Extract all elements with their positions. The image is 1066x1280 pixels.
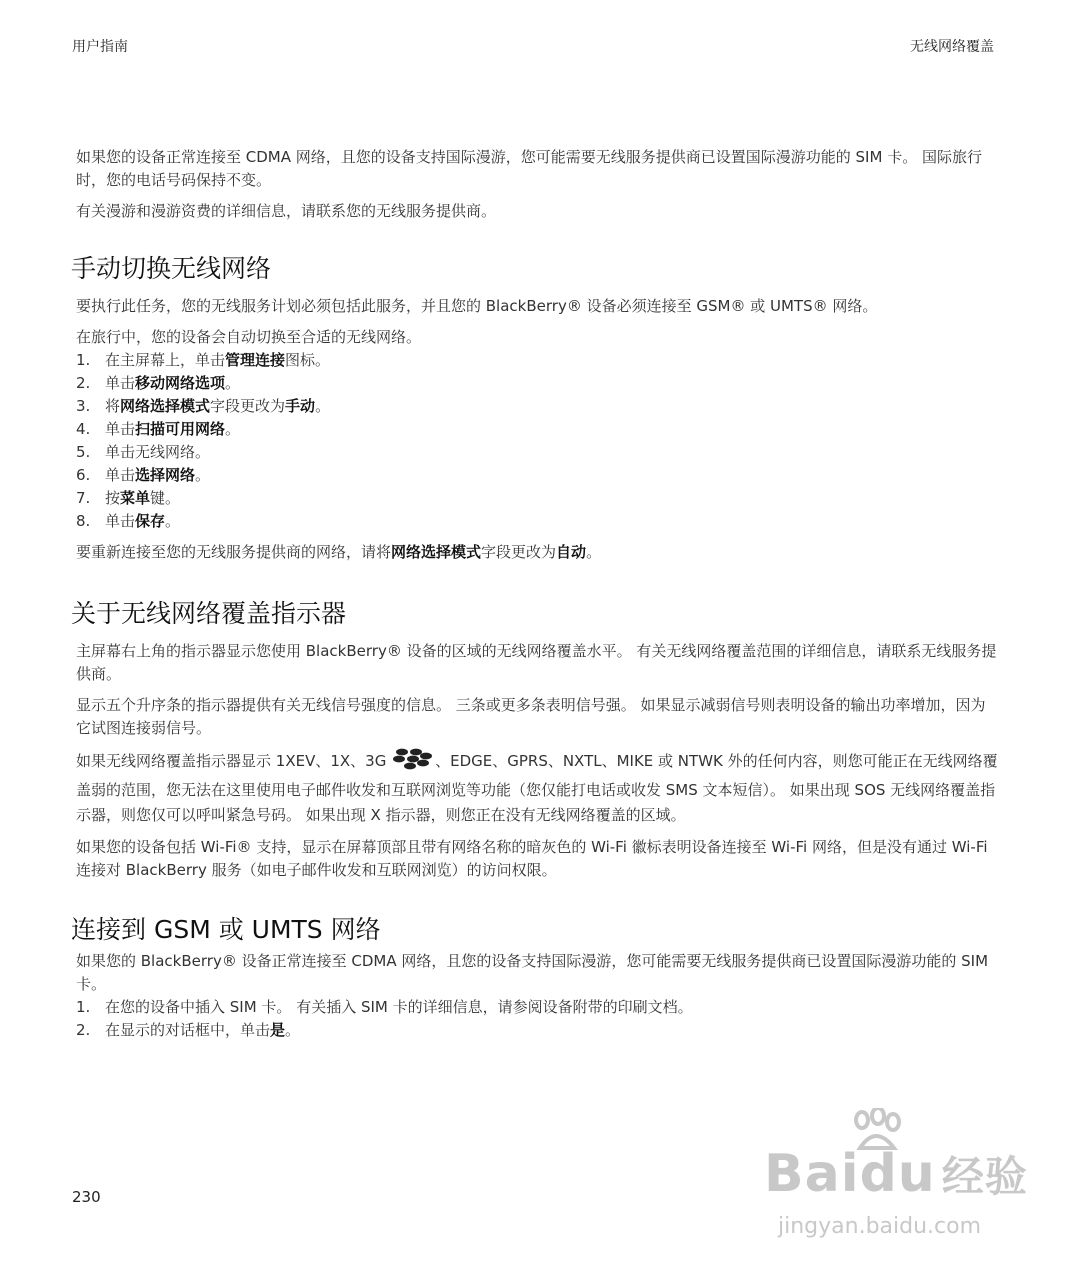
watermark-brand: Baidu 经验: [764, 1144, 1028, 1204]
section2-paragraph-3: 如果无线网络覆盖指示器显示 1XEV、1X、3G 、EDGE、GPRS、NXTL、MIKE 或 NTWK 外的任何内容，则您可能正在无线网络覆盖弱的范围，您无法在这里使用电子邮件收发和互联网浏览等功能（您仅能打电话或收发 SMS 文本短信）。 如果出现 SOS 无线网络覆盖指示器，则您仅可以呼叫紧急号码。 如果出现 X 指示器，则您正在没有无线网络覆盖的区域。: [76, 748, 998, 828]
list-item: 3. 将网络选择模式字段更改为手动。: [76, 397, 331, 415]
section1-steps: [76, 349, 998, 533]
intro-paragraph-1: 如果您的设备正常连接至 CDMA 网络，且您的设备支持国际漫游，您可能需要无线服务提供商已设置国际漫游功能的 SIM 卡。 国际旅行时，您的电话号码保持不变。: [76, 148, 982, 189]
blackberry-logo-icon: [393, 748, 433, 778]
section3-paragraph-1: 如果您的 BlackBerry® 设备正常连接至 CDMA 网络，且您的设备支持国际漫游，您可能需要无线服务提供商已设置国际漫游功能的 SIM 卡。: [76, 952, 989, 993]
list-item: 1. 在您的设备中插入 SIM 卡。 有关插入 SIM 卡的详细信息，请参阅设备附带的印刷文档。: [76, 998, 693, 1016]
list-item: 4. 单击扫描可用网络。: [76, 420, 241, 438]
list-item: 2. 单击移动网络选项。: [76, 374, 241, 392]
section-title-coverage-indicator: 关于无线网络覆盖指示器: [71, 599, 347, 628]
section2-paragraph-1: 主屏幕右上角的指示器显示您使用 BlackBerry® 设备的区域的无线网络覆盖水平。 有关无线网络覆盖范围的详细信息，请联系无线服务提供商。: [76, 642, 997, 683]
section2-paragraph-4: 如果您的设备包括 Wi-Fi® 支持，显示在屏幕顶部且带有网络名称的暗灰色的 Wi-Fi 徽标表明设备连接至 Wi-Fi 网络，但是没有通过 Wi-Fi 连接对 BlackBerry 服务（如电子邮件收发和互联网浏览）的访问权限。: [76, 838, 988, 879]
section2-paragraph-2: 显示五个升序条的指示器提供有关无线信号强度的信息。 三条或更多条表明信号强。 如果显示减弱信号则表明设备的输出功率增加，因为它试图连接弱信号。: [76, 696, 986, 737]
header-section-title: 无线网络覆盖: [910, 39, 994, 55]
section1-paragraph-2: 在旅行中，您的设备会自动切换至合适的无线网络。: [76, 328, 422, 346]
list-item: 5. 单击无线网络。: [76, 443, 211, 461]
section1-reconnect-paragraph: 要重新连接至您的无线服务提供商的网络，请将网络选择模式字段更改为自动。: [76, 543, 602, 561]
intro-paragraph-2: 有关漫游和漫游资费的详细信息，请联系您的无线服务提供商。: [76, 202, 497, 220]
page-number: 230: [72, 1188, 101, 1206]
section-title-connect-gsm: 连接到 GSM 或 UMTS 网络: [71, 915, 381, 944]
section3-steps: [76, 996, 998, 1042]
section-title-manual-switch: 手动切换无线网络: [71, 254, 272, 283]
list-item: 2. 在显示的对话框中，单击是。: [76, 1021, 301, 1039]
list-item: 7. 按菜单键。: [76, 489, 181, 507]
watermark-url: jingyan.baidu.com: [778, 1214, 982, 1239]
list-item: 8. 单击保存。: [76, 512, 181, 530]
baidu-watermark: [756, 1108, 1028, 1248]
document-body: [71, 146, 998, 1050]
list-item: 6. 单击选择网络。: [76, 466, 211, 484]
header-guide-title: 用户指南: [72, 39, 128, 55]
section1-paragraph-1: 要执行此任务，您的无线服务计划必须包括此服务，并且您的 BlackBerry® 设备必须连接至 GSM® 或 UMTS® 网络。: [76, 297, 878, 315]
list-item: 1. 在主屏幕上，单击管理连接图标。: [76, 351, 331, 369]
